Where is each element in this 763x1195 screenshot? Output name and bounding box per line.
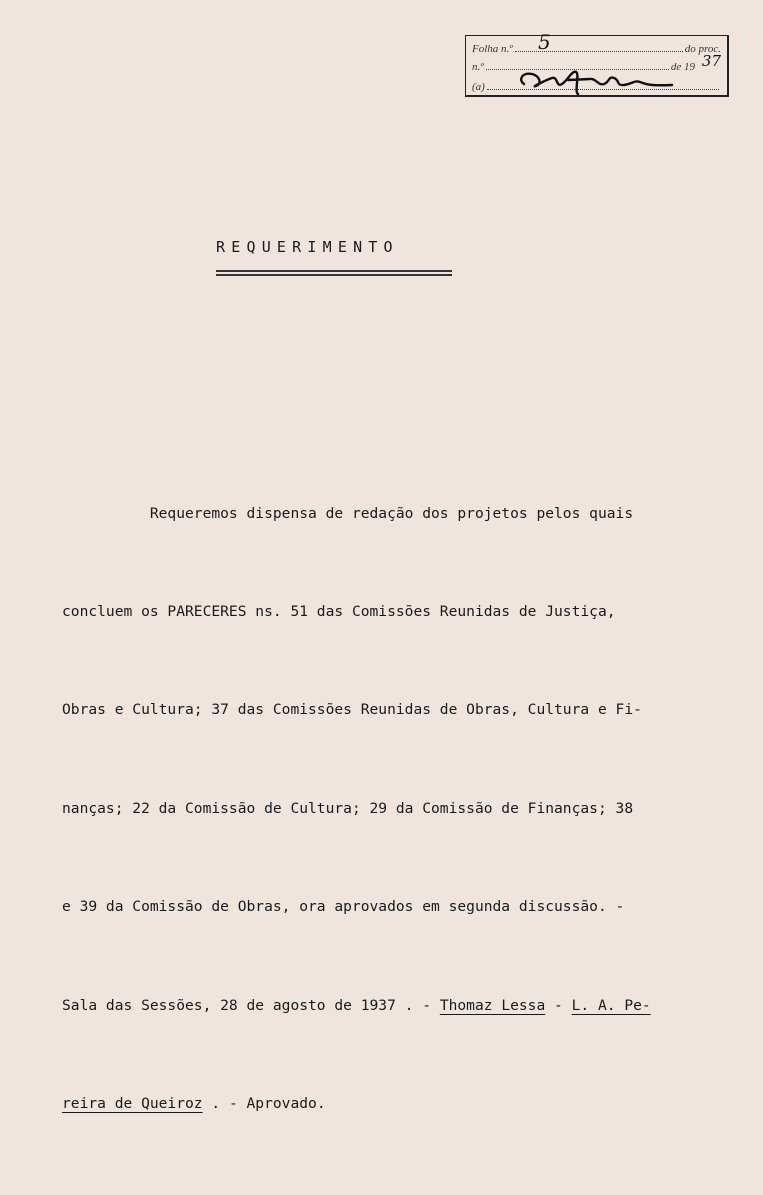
signatory-pereira-part1: L. A. Pe- — [571, 996, 651, 1014]
a-label: (a) — [472, 81, 485, 93]
body-line: nanças; 22 da Comissão de Cultura; 29 da Comissão de Finanças; 38 — [62, 799, 634, 817]
de-label: de 19 — [670, 61, 695, 73]
folha-stamp — [465, 30, 729, 97]
body-line-signatures — [62, 990, 742, 1023]
n-label: n.º — [472, 61, 484, 73]
folha-number-handwritten: 5 — [538, 30, 551, 54]
handwritten-signature — [516, 66, 676, 96]
do-proc-label: do proc. — [684, 43, 721, 55]
approval-text: . - Aprovado. — [202, 1094, 326, 1112]
session-text: Sala das Sessões, 28 de agosto de 1937 . - — [62, 996, 440, 1014]
signatory-thomaz-lessa: Thomaz Lessa — [439, 996, 546, 1014]
body-line: e 39 da Comissão de Obras, ora aprovados em segunda discussão. - — [62, 898, 625, 916]
body-line: Obras e Cultura; 37 das Comissões Reunidas de Obras, Cultura e Fi- — [62, 701, 642, 719]
separator: - — [545, 996, 572, 1014]
folha-row-1 — [472, 39, 721, 55]
body-line: concluem os PARECERES ns. 51 das Comissões Reunidas de Justiça, — [62, 602, 616, 620]
document-body — [62, 432, 742, 1186]
document-title: REQUERIMENTO — [216, 238, 399, 256]
title-double-underline — [216, 270, 452, 276]
body-line-approval — [62, 1088, 742, 1121]
folha-label: Folha n.º — [472, 43, 513, 55]
body-line: Requeremos dispensa de redação dos projetos pelos quais — [62, 504, 634, 522]
year-handwritten: 37 — [701, 52, 721, 70]
signatory-pereira-part2: reira de Queiroz — [62, 1094, 203, 1112]
